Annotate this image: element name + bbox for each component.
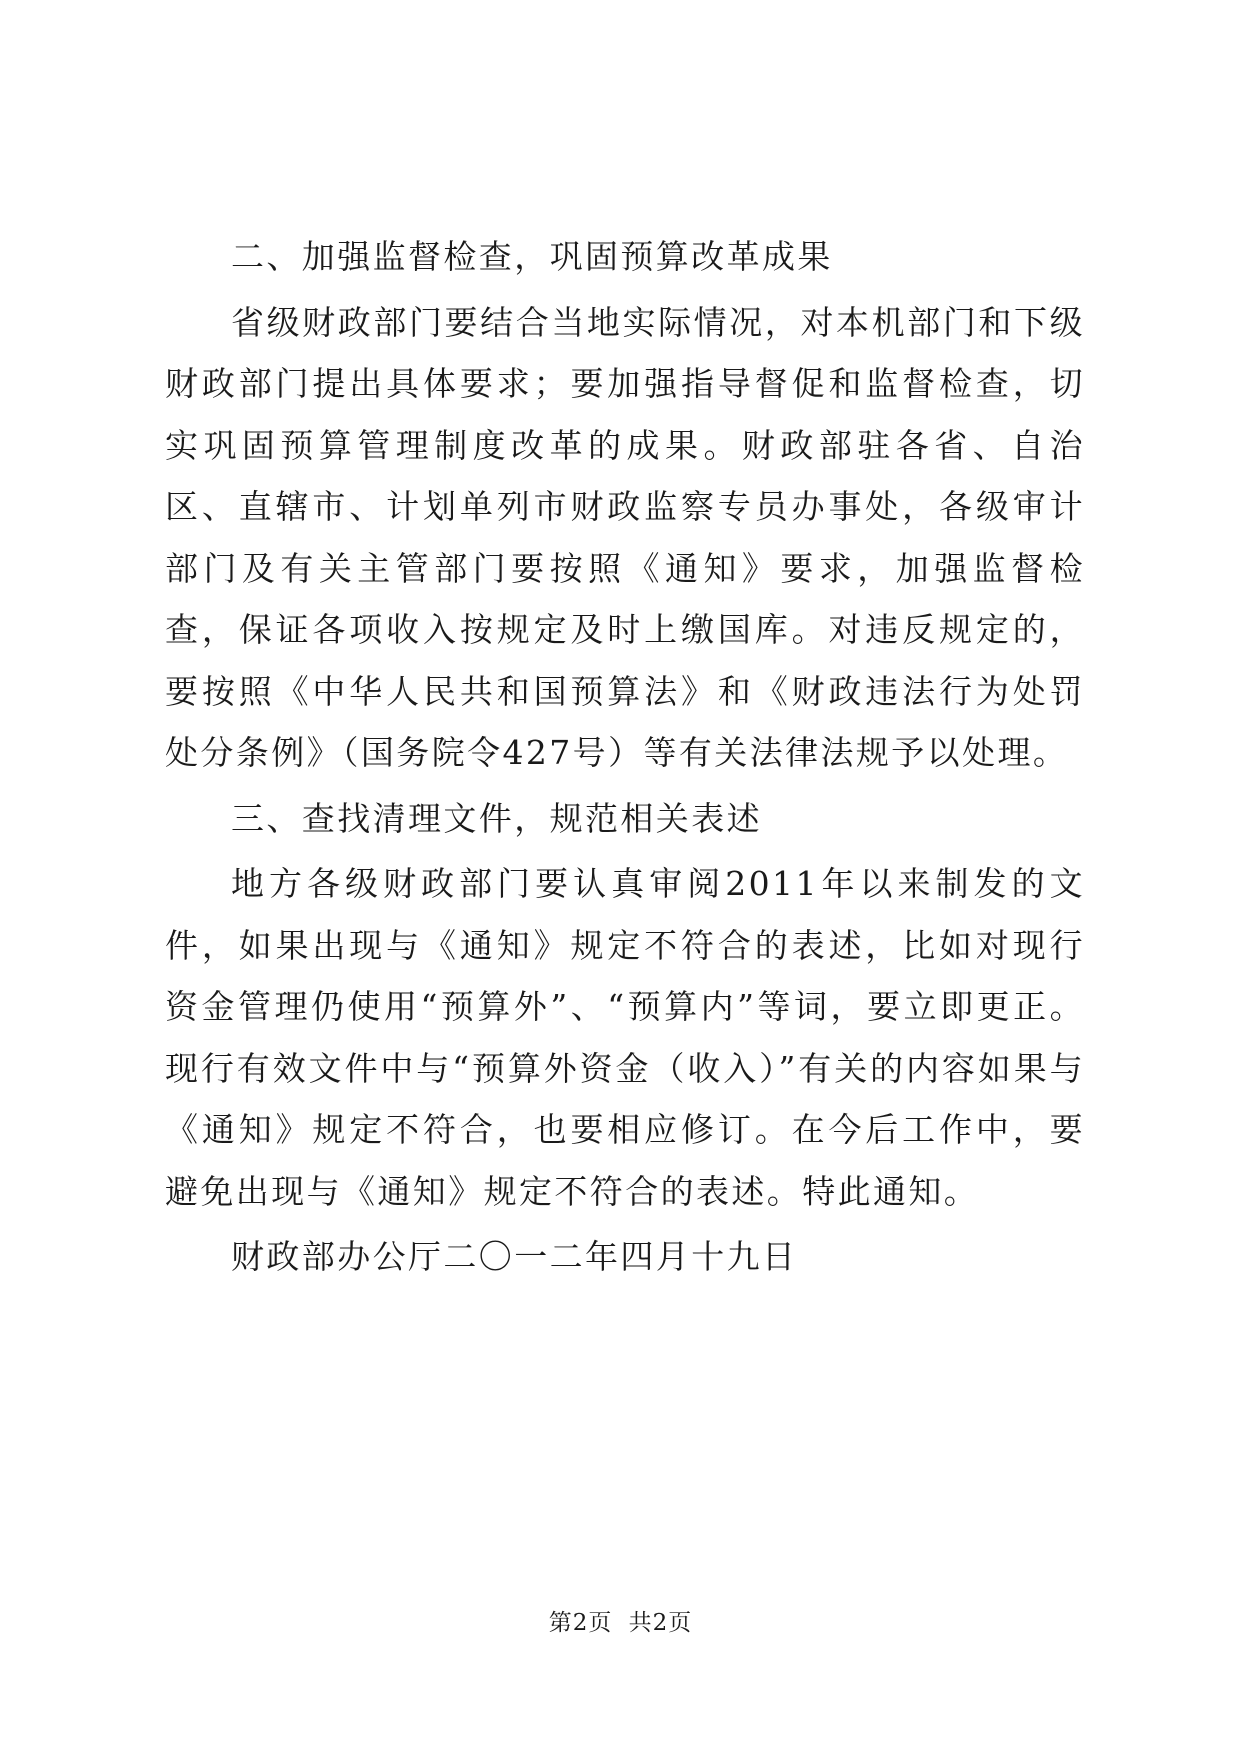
section-heading-2: 二、加强监督检查，巩固预算改革成果: [231, 237, 833, 276]
page-total: 共2页: [628, 1610, 693, 1636]
section-heading-3: 三、查找清理文件，规范相关表述: [231, 798, 762, 838]
paragraph-clean-up-documents: 地方各级财政部门要认真审阅2011年以来制发的文件，如果出现与《通知》规定不符合的表述，比如对现行资金管理仍使用“预算外”、“预算内”等词，要立即更正。现行有效文件中与“预算外资金（收入）”有关的内容如果与《通知》规定不符合，也要相应修订。在今后工作中，要避免出现与《通知》规定不符合的表述。特此通知。: [165, 864, 1085, 1211]
document-body: [165, 226, 1085, 1292]
signature-date-line: 财政部办公厅二〇一二年四月十九日: [231, 1237, 798, 1276]
paragraph-supervision: 省级财政部门要结合当地实际情况，对本机部门和下级财政部门提出具体要求；要加强指导督促和监督检查，切实巩固预算管理制度改革的成果。财政部驻各省、自治区、直辖市、计划单列市财政监察专员办事处，各级审计部门及有关主管部门要按照《通知》要求，加强监督检查，保证各项收入按规定及时上缴国库。对违反规定的，要按照《中华人民共和国预算法》和《财政违法行为处罚处分条例》（国务院令427号）等有关法律法规予以处理。: [165, 302, 1085, 772]
page-number: 第2页: [548, 1610, 613, 1636]
page-footer: [0, 1604, 1241, 1637]
